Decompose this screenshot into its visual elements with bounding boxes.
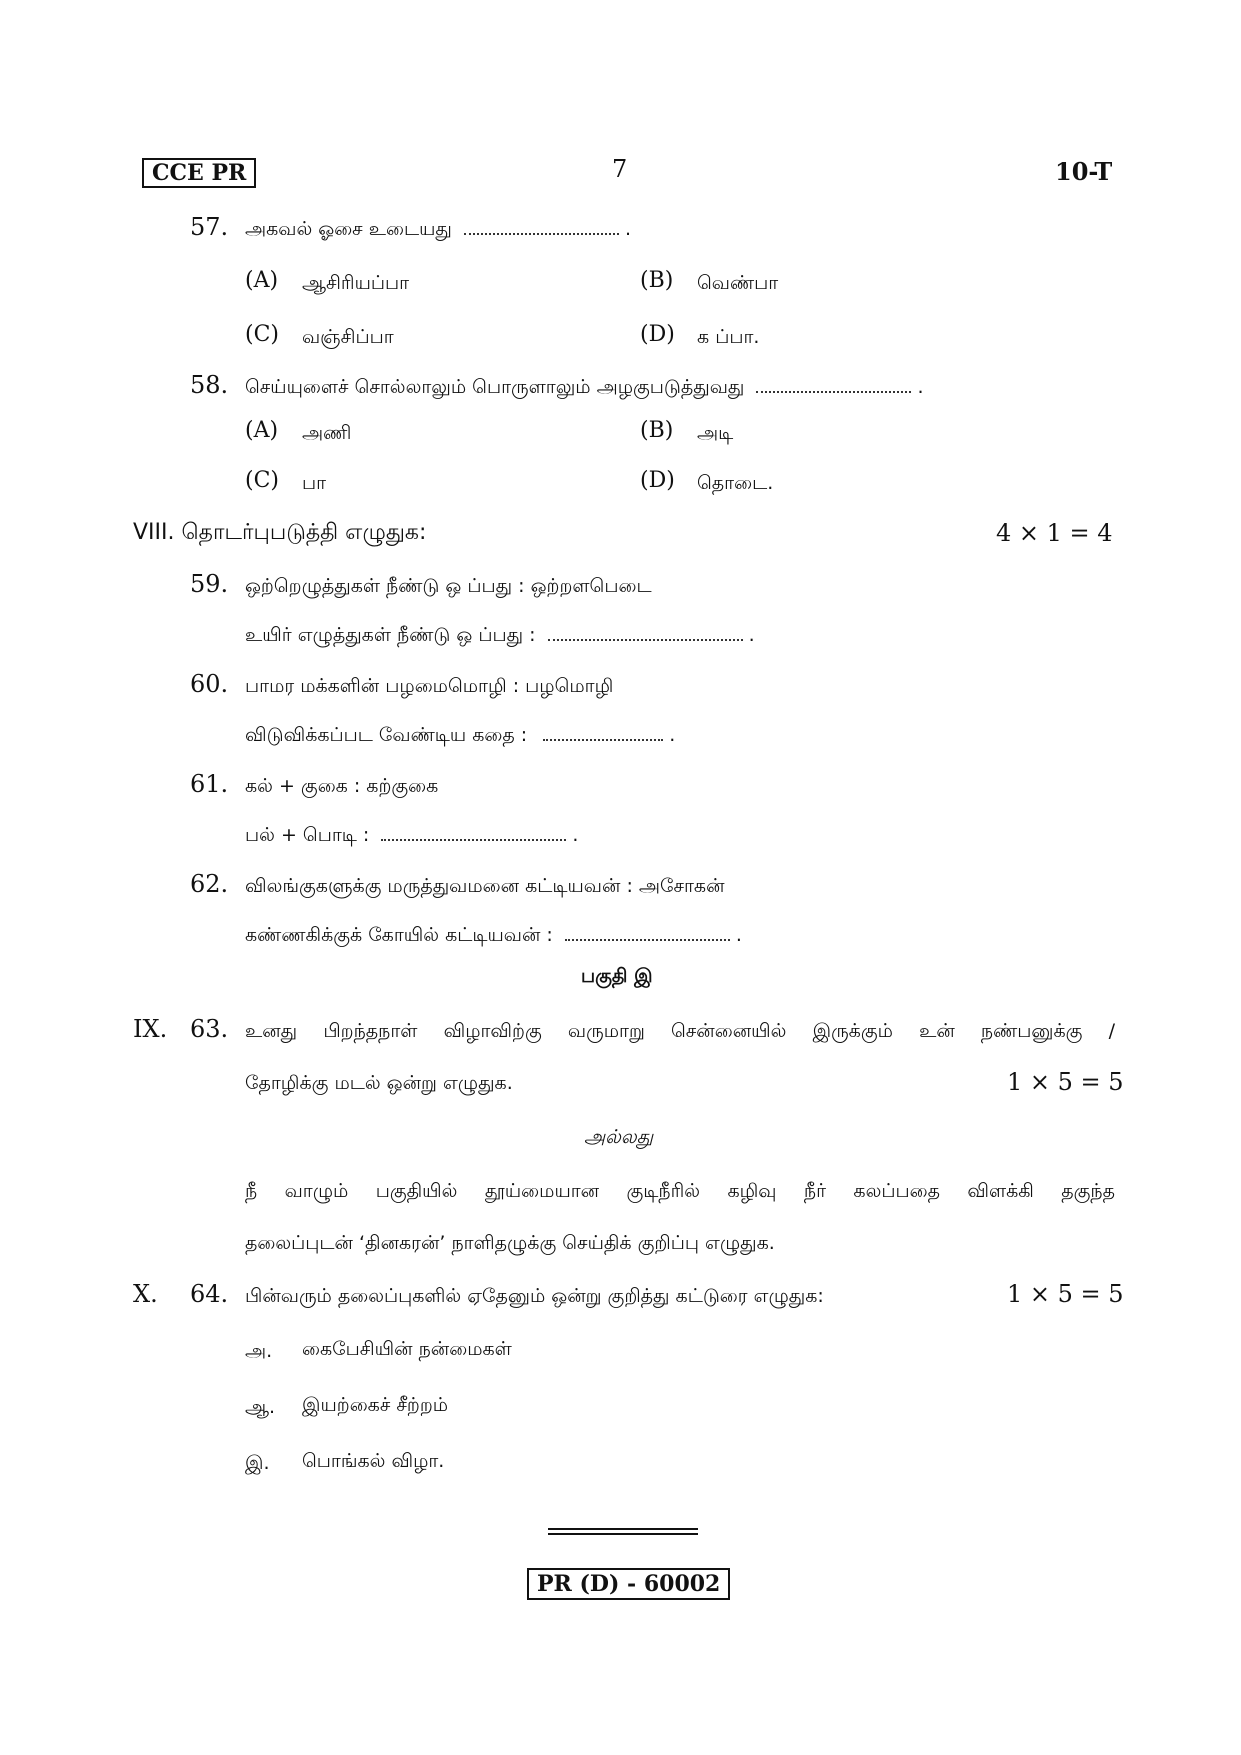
question-58-end: . [917, 376, 924, 398]
question-63-line2: தோழிக்கு மடல் ஒன்று எழுதுக. [245, 1072, 513, 1094]
question-61-prompt: பல் + பொடி : [245, 824, 370, 846]
question-60-line2 [245, 724, 675, 749]
option-d-text: க ப்பா. [697, 326, 760, 348]
question-60-prompt: விடுவிக்கப்பட வேண்டிய கதை : [245, 724, 528, 746]
answer-blank [381, 825, 566, 841]
question-number-58: 58. [190, 371, 229, 399]
question-57-end: . [624, 218, 631, 240]
section-ix-marks: 1 × 5 = 5 [1007, 1068, 1124, 1096]
paper-code: 10-T [1055, 157, 1113, 186]
topic-c-text: பொங்கல் விழா. [302, 1450, 445, 1472]
series-code-box: CCE PR [142, 158, 256, 188]
question-number-64: 64. [190, 1280, 229, 1308]
answer-blank [543, 725, 663, 741]
question-60-end: . [669, 724, 676, 746]
question-58-stem: செய்யுளைச் சொல்லாலும் பொருளாலும் அழகுபடுத்துவது [245, 376, 745, 398]
option-a-text: அணி [302, 422, 352, 444]
question-61-line2 [245, 824, 578, 849]
section-viii-heading: VIII. தொடர்புபடுத்தி எழுதுக: [133, 520, 427, 545]
option-a-label: (A) [245, 418, 279, 443]
answer-blank [565, 925, 730, 941]
option-a-label: (A) [245, 268, 279, 293]
topic-c-label: இ. [245, 1452, 270, 1474]
topic-a-text: கைபேசியின் நன்மைகள் [302, 1338, 512, 1360]
end-rule-top [548, 1528, 698, 1530]
question-57-stem: அகவல் ஓசை உடையது [245, 218, 452, 240]
answer-blank [464, 219, 619, 235]
end-rule-bottom [548, 1533, 698, 1535]
topic-b-text: இயற்கைச் சீற்றம் [302, 1394, 449, 1416]
topic-a-label: அ. [245, 1340, 273, 1362]
question-57-text [245, 218, 631, 243]
question-63-alt-line2: தலைப்புடன் ‘தினகரன்’ நாளிதழுக்கு செய்திக் குறிப்பு எழுதுக. [245, 1232, 775, 1254]
option-c-label: (C) [245, 468, 279, 493]
question-number-60: 60. [190, 670, 229, 698]
question-number-59: 59. [190, 570, 229, 598]
option-b-text: அடி [697, 422, 734, 444]
question-60-line1: பாமர மக்களின் பழமைமொழி : பழமொழி [245, 675, 614, 697]
answer-blank [756, 377, 911, 393]
question-59-end: . [748, 624, 755, 646]
option-c-text: வஞ்சிப்பா [302, 326, 394, 348]
section-ix-roman: IX. [133, 1015, 168, 1043]
section-viii-marks: 4 × 1 = 4 [996, 519, 1113, 547]
section-x-roman: X. [133, 1280, 158, 1308]
question-58-text [245, 376, 924, 401]
question-59-line2 [245, 624, 755, 649]
option-d-label: (D) [640, 468, 675, 493]
question-62-line2 [245, 924, 742, 949]
or-separator: அல்லது [584, 1126, 654, 1148]
question-number-61: 61. [190, 770, 229, 798]
question-61-end: . [572, 824, 579, 846]
option-b-text: வெண்பா [697, 272, 779, 294]
footer-code-box: PR (D) - 60002 [527, 1568, 730, 1600]
question-59-line1: ஒற்றெழுத்துகள் நீண்டு ஒ ப்பது : ஒற்றளபெடை [245, 575, 652, 597]
question-59-prompt: உயிர் எழுத்துகள் நீண்டு ஒ ப்பது : [245, 624, 536, 646]
question-number-63: 63. [190, 1015, 229, 1043]
option-c-text: பா [302, 472, 327, 494]
question-61-line1: கல் + குகை : கற்குகை [245, 775, 439, 797]
question-64-text: பின்வரும் தலைப்புகளில் ஏதேனும் ஒன்று குறித்து கட்டுரை எழுதுக: [245, 1285, 824, 1307]
option-b-label: (B) [640, 268, 674, 293]
part-title: பகுதி இ [581, 965, 653, 987]
section-x-marks: 1 × 5 = 5 [1007, 1280, 1124, 1308]
option-c-label: (C) [245, 322, 279, 347]
question-62-line1: விலங்குகளுக்கு மருத்துவமனை கட்டியவன் : அசோகன் [245, 875, 725, 897]
question-62-end: . [735, 924, 742, 946]
option-d-text: தொடை. [697, 472, 774, 494]
page-number: 7 [612, 155, 628, 183]
answer-blank [548, 625, 743, 641]
option-a-text: ஆசிரியப்பா [302, 272, 410, 294]
question-number-57: 57. [190, 213, 229, 241]
option-b-label: (B) [640, 418, 674, 443]
question-63-line1: உனது பிறந்தநாள் விழாவிற்கு வருமாறு சென்னையில் இருக்கும் உன் நண்பனுக்கு / [245, 1020, 1115, 1042]
question-number-62: 62. [190, 870, 229, 898]
topic-b-label: ஆ. [245, 1396, 276, 1418]
question-63-alt-line1: நீ வாழும் பகுதியில் தூய்மையான குடிநீரில் கழிவு நீர் கலப்பதை விளக்கி தகுந்த [245, 1180, 1115, 1202]
option-d-label: (D) [640, 322, 675, 347]
question-62-prompt: கண்ணகிக்குக் கோயில் கட்டியவன் : [245, 924, 553, 946]
